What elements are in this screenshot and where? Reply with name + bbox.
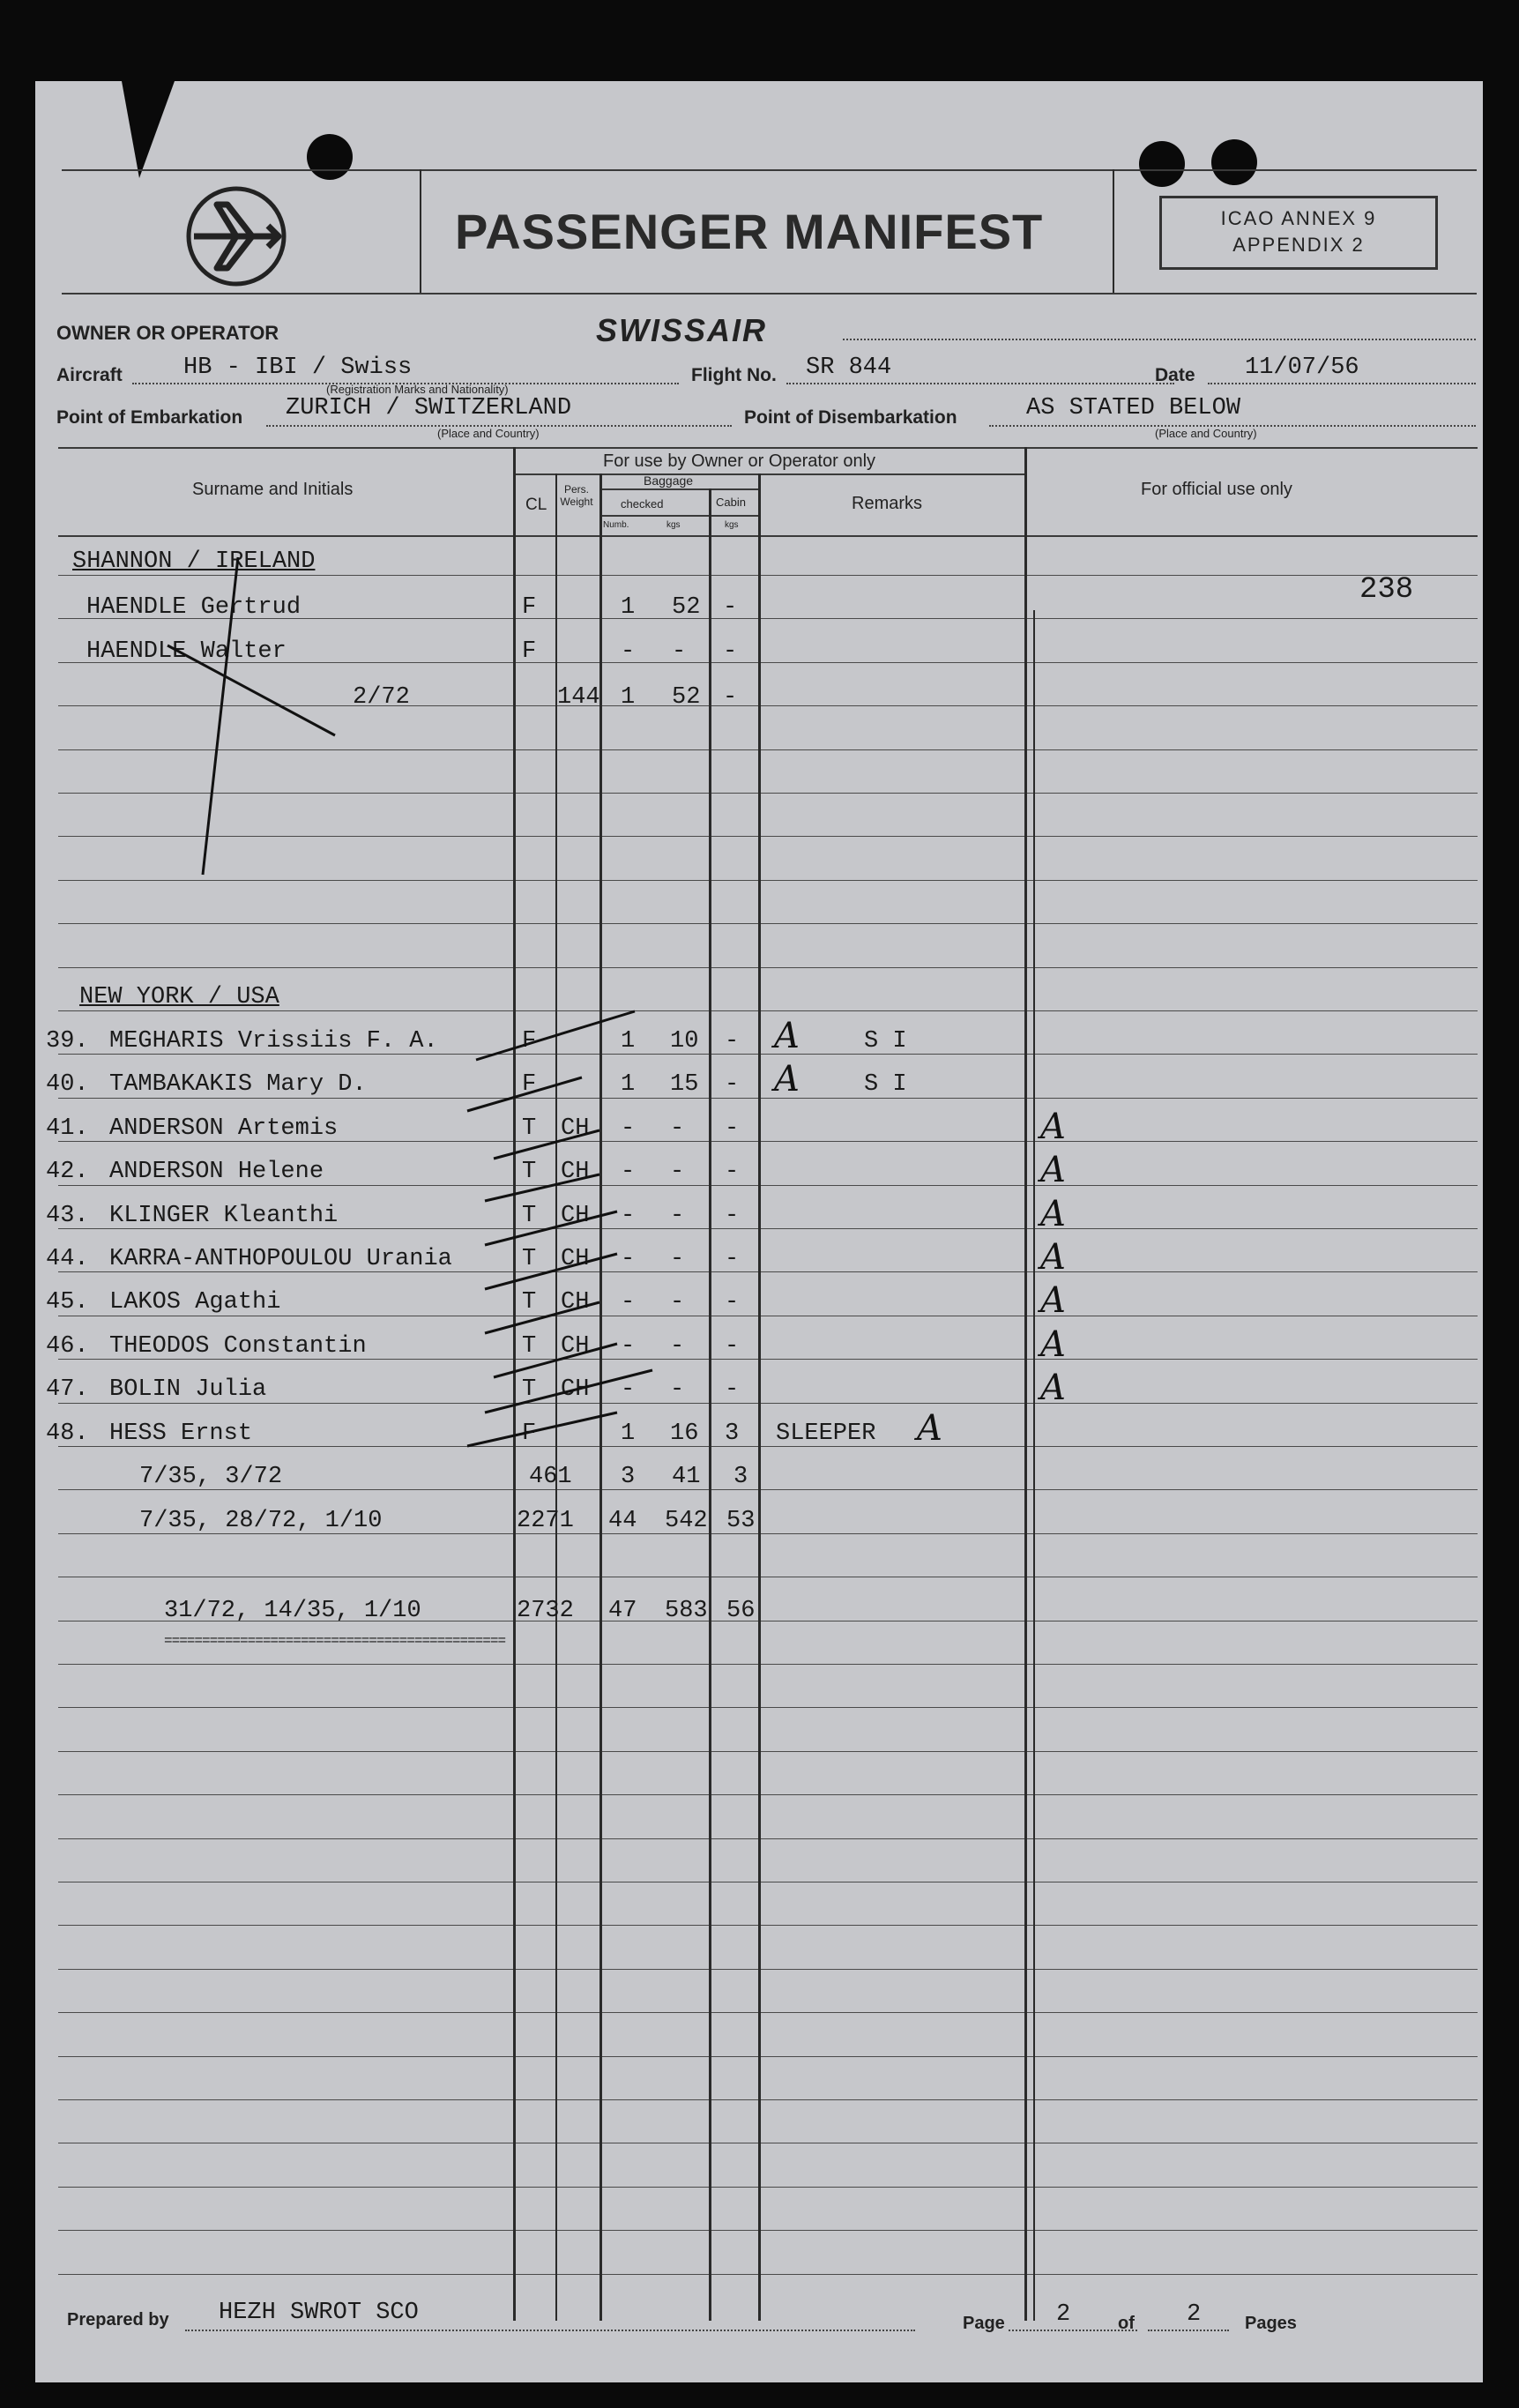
- section-heading-newyork: NEW YORK / USA: [79, 984, 279, 1010]
- annex-line1: ICAO ANNEX 9: [1220, 207, 1377, 229]
- official-number: 238: [1359, 573, 1414, 607]
- ruled-line: [58, 1838, 1478, 1839]
- owner-value: SWISSAIR: [596, 312, 768, 348]
- section1-subtotal-numb: 1: [621, 684, 636, 711]
- baggage-numb: -: [621, 1246, 636, 1272]
- passenger-name: ANDERSON Helene: [109, 1159, 324, 1186]
- passenger-weight: CH: [561, 1289, 590, 1316]
- passenger-name: HESS Ernst: [109, 1420, 253, 1447]
- official-handwritten-mark: A: [1040, 1368, 1066, 1409]
- cabin-kgs: -: [725, 1071, 740, 1099]
- passenger-name: BOLIN Julia: [109, 1376, 267, 1404]
- handwritten-strikes-ny: [35, 81, 1483, 1580]
- col-owner-use: For use by Owner or Operator only: [603, 451, 876, 471]
- ruled-line: [58, 2187, 1478, 2188]
- row-number: 41.: [46, 1115, 89, 1142]
- ruled-line: [58, 1664, 1478, 1665]
- subtotal-kgs: 542: [665, 1508, 708, 1534]
- section1-subtotal-kgs: 52: [672, 684, 701, 711]
- flight-value: SR 844: [806, 354, 892, 381]
- official-handwritten-mark: A: [1040, 1106, 1066, 1147]
- passenger-weight: CH: [561, 1246, 590, 1272]
- col-cl: CL: [525, 496, 547, 514]
- passenger-class: F: [522, 1071, 537, 1099]
- subtotal-weight: 461: [529, 1464, 572, 1490]
- grand-total-label: 31/72, 14/35, 1/10: [164, 1598, 421, 1624]
- subtotal-kgs: 41: [672, 1464, 701, 1490]
- passenger-class: F: [522, 638, 537, 665]
- grand-total-cabin: 56: [726, 1598, 756, 1624]
- baggage-kgs: -: [672, 638, 687, 665]
- handwritten-mark: A: [774, 1059, 800, 1100]
- cabin-kgs: -: [723, 638, 738, 665]
- prepared-label: Prepared by: [67, 2310, 169, 2330]
- baggage-numb: -: [621, 638, 636, 665]
- remarks-text: S I: [864, 1028, 907, 1055]
- cabin-kgs: -: [725, 1332, 740, 1360]
- baggage-numb: 1: [621, 1028, 636, 1055]
- row-number: 48.: [46, 1420, 89, 1447]
- col-numb: Numb.: [603, 520, 629, 530]
- row-number: 46.: [46, 1332, 89, 1360]
- page-label: Page: [963, 2314, 1005, 2333]
- handwritten-mark: A: [917, 1407, 942, 1449]
- aircraft-value: HB - IBI / Swiss: [183, 354, 413, 381]
- flight-label: Flight No.: [691, 365, 777, 385]
- passenger-class: F: [522, 594, 537, 621]
- baggage-numb: -: [621, 1332, 636, 1360]
- baggage-numb: -: [621, 1202, 636, 1229]
- handwritten-mark: A: [774, 1016, 800, 1056]
- passenger-class: F: [522, 1420, 537, 1447]
- date-label: Date: [1155, 365, 1195, 385]
- cabin-kgs: -: [725, 1246, 740, 1272]
- disembark-sub: (Place and Country): [1155, 427, 1257, 440]
- ruled-line: [58, 2012, 1478, 2013]
- ruled-line: [58, 1969, 1478, 1970]
- row-number: 39.: [46, 1028, 89, 1055]
- official-handwritten-mark: A: [1040, 1150, 1066, 1191]
- embark-sub: (Place and Country): [437, 427, 540, 440]
- pages-label: Pages: [1245, 2314, 1297, 2333]
- subtotal-cabin: 3: [733, 1464, 748, 1490]
- passenger-class: T: [522, 1289, 537, 1316]
- passenger-weight: CH: [561, 1332, 590, 1360]
- passenger-name: HAENDLE Walter: [86, 638, 287, 665]
- passenger-class: T: [522, 1115, 537, 1142]
- grand-total-numb: 47: [608, 1598, 637, 1624]
- baggage-kgs: 52: [672, 594, 701, 621]
- of-label: of: [1118, 2314, 1135, 2333]
- owner-label: OWNER OR OPERATOR: [56, 322, 279, 344]
- row-number: 43.: [46, 1202, 89, 1229]
- col-pers-weight: Pers. Weight: [560, 483, 593, 508]
- aircraft-label: Aircraft: [56, 365, 123, 385]
- cabin-kgs: -: [725, 1159, 740, 1186]
- aircraft-sub: (Registration Marks and Nationality): [326, 383, 509, 396]
- embark-value: ZURICH / SWITZERLAND: [286, 395, 572, 421]
- of-underline: [1148, 2330, 1229, 2331]
- page-title: PASSENGER MANIFEST: [455, 204, 1044, 259]
- subtotal-weight: 2271: [517, 1508, 574, 1534]
- cabin-kgs: -: [723, 594, 738, 621]
- baggage-numb: -: [621, 1159, 636, 1186]
- baggage-kgs: 16: [670, 1420, 699, 1447]
- passenger-class: T: [522, 1332, 537, 1360]
- ruled-line: [58, 2056, 1478, 2057]
- passenger-class: T: [522, 1159, 537, 1186]
- col-checked: checked: [621, 497, 664, 511]
- prepared-underline: [185, 2330, 915, 2331]
- passenger-name: HAENDLE Gertrud: [86, 594, 302, 621]
- section1-subtotal-cabin: -: [723, 684, 738, 711]
- ruled-line: [58, 2099, 1478, 2100]
- baggage-numb: 1: [621, 594, 636, 621]
- manifest-sheet: [35, 81, 1483, 2382]
- subtotal-numb: 44: [608, 1508, 637, 1534]
- col-kgs-cabin: kgs: [725, 520, 739, 530]
- subtotal-cabin: 53: [726, 1508, 756, 1534]
- passenger-class: F: [522, 1028, 537, 1055]
- baggage-numb: -: [621, 1289, 636, 1316]
- baggage-numb: -: [621, 1376, 636, 1404]
- section1-subtotal-weight: 144: [557, 684, 600, 711]
- row-number: 47.: [46, 1376, 89, 1404]
- baggage-kgs: 10: [670, 1028, 699, 1055]
- subtotal-label: 7/35, 3/72: [139, 1464, 283, 1490]
- passenger-class: T: [522, 1376, 537, 1404]
- passenger-class: T: [522, 1246, 537, 1272]
- passenger-name: TAMBAKAKIS Mary D.: [109, 1071, 367, 1099]
- cabin-kgs: 3: [725, 1420, 740, 1447]
- section-heading-shannon: SHANNON / IRELAND: [72, 548, 316, 575]
- remarks-text: SLEEPER: [776, 1420, 876, 1447]
- ruled-line: [58, 2230, 1478, 2231]
- baggage-kgs: -: [670, 1246, 685, 1272]
- date-value: 11/07/56: [1245, 354, 1359, 381]
- official-handwritten-mark: A: [1040, 1237, 1066, 1278]
- ruled-line: [58, 1794, 1478, 1795]
- baggage-kgs: -: [670, 1289, 685, 1316]
- passenger-name: MEGHARIS Vrissiis F. A.: [109, 1028, 438, 1055]
- double-rule: =============================================: [164, 1633, 506, 1649]
- cabin-kgs: -: [725, 1376, 740, 1404]
- of-value: 2: [1187, 2301, 1202, 2328]
- col-official: For official use only: [1141, 480, 1292, 499]
- baggage-kgs: 15: [670, 1071, 699, 1099]
- ruled-line: [58, 1707, 1478, 1708]
- cabin-kgs: -: [725, 1202, 740, 1229]
- cabin-kgs: -: [725, 1028, 740, 1055]
- passenger-weight: CH: [561, 1202, 590, 1229]
- col-remarks: Remarks: [852, 494, 923, 513]
- section1-subtotal-label: 2/72: [353, 684, 410, 711]
- ruled-line: [58, 2274, 1478, 2275]
- annex-line2: APPENDIX 2: [1232, 234, 1365, 256]
- passenger-name: KLINGER Kleanthi: [109, 1202, 339, 1229]
- baggage-kgs: -: [670, 1332, 685, 1360]
- baggage-kgs: -: [670, 1115, 685, 1142]
- baggage-kgs: -: [670, 1159, 685, 1186]
- disembark-label: Point of Disembarkation: [744, 407, 957, 428]
- baggage-kgs: -: [670, 1202, 685, 1229]
- row-number: 45.: [46, 1289, 89, 1316]
- ruled-line: [58, 1751, 1478, 1752]
- col-cabin: Cabin: [716, 496, 746, 509]
- official-handwritten-mark: A: [1040, 1323, 1066, 1365]
- passenger-name: LAKOS Agathi: [109, 1289, 281, 1316]
- subtotal-numb: 3: [621, 1464, 636, 1490]
- baggage-numb: 1: [621, 1420, 636, 1447]
- col-surname: Surname and Initials: [192, 480, 354, 499]
- baggage-numb: -: [621, 1115, 636, 1142]
- row-number: 44.: [46, 1246, 89, 1272]
- passenger-weight: CH: [561, 1115, 590, 1142]
- passenger-name: THEODOS Constantin: [109, 1332, 367, 1360]
- passenger-name: KARRA-ANTHOPOULOU Urania: [109, 1246, 452, 1272]
- cabin-kgs: -: [725, 1289, 740, 1316]
- prepared-value: HEZH SWROT SCO: [219, 2300, 419, 2326]
- embark-label: Point of Embarkation: [56, 407, 243, 428]
- subtotal-label: 7/35, 28/72, 1/10: [139, 1508, 383, 1534]
- passenger-class: T: [522, 1202, 537, 1229]
- baggage-numb: 1: [621, 1071, 636, 1099]
- remarks-text: S I: [864, 1071, 907, 1099]
- row-number: 40.: [46, 1071, 89, 1099]
- official-handwritten-mark: A: [1040, 1193, 1066, 1234]
- passenger-weight: CH: [561, 1159, 590, 1186]
- disembark-value: AS STATED BELOW: [1026, 395, 1241, 421]
- col-baggage: Baggage: [644, 473, 694, 488]
- passenger-weight: CH: [561, 1376, 590, 1404]
- row-number: 42.: [46, 1159, 89, 1186]
- baggage-kgs: -: [670, 1376, 685, 1404]
- ruled-line: [58, 1925, 1478, 1926]
- grand-total-kgs: 583: [665, 1598, 708, 1624]
- cabin-kgs: -: [725, 1115, 740, 1142]
- page-value: 2: [1056, 2301, 1071, 2328]
- grand-total-weight: 2732: [517, 1598, 574, 1624]
- official-handwritten-mark: A: [1040, 1280, 1066, 1322]
- passenger-name: ANDERSON Artemis: [109, 1115, 339, 1142]
- col-kgs: kgs: [666, 520, 681, 530]
